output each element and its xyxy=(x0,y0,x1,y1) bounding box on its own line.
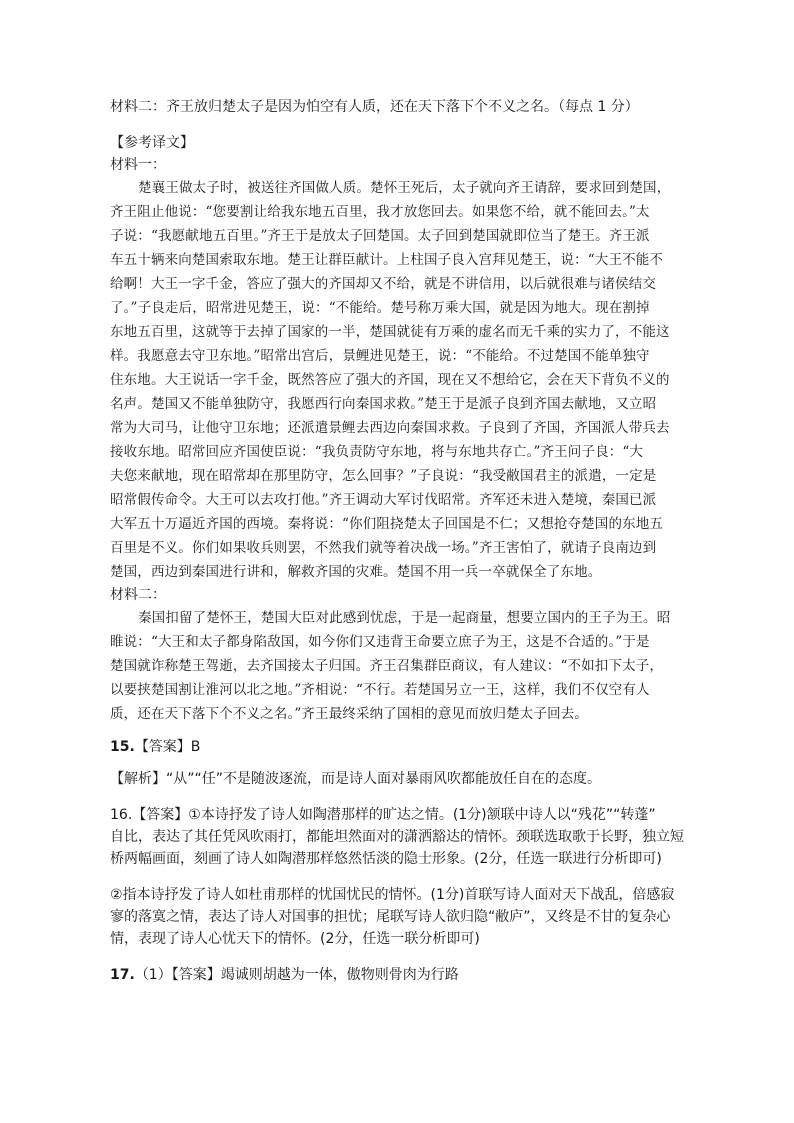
material2-line: 以要挟楚国割让淮河以北之地。”齐相说：“不行。若楚国另立一王，这样，我们不仅空有人 xyxy=(110,682,650,698)
material1-line: 住东地。大王说话一字千金，既然答应了强大的齐国，现在又不想给它，会在天下背负不义的 xyxy=(110,372,670,388)
q16-line: 桥两幅画面，刻画了诗人如陶潜那样悠然恬淡的隐士形象。(2分，任选一联进行分析即可) xyxy=(110,851,662,867)
material2-line: 质，还在天下落下个不义之名。”齐王最终采纳了国相的意见而放归楚太子回去。 xyxy=(110,706,589,722)
material1-line: 常为大司马，让他守卫东地；还派遣景鲤去西边向秦国求救。子良到了齐国，齐国派人带兵去 xyxy=(110,420,670,436)
material2-line: 睢说：“大王和太子都身陷敌国，如今你们又违背王命要立庶子为王，这是不合适的。”于是 xyxy=(110,634,650,650)
q15-answer-text: 【答案】B xyxy=(134,739,201,755)
material1-line: 百里是不义。你们如果收兵则罢，不然我们就等着决战一场。”齐王害怕了，就请子良南边到 xyxy=(110,540,657,556)
q16-line-text: 【答案】①本诗抒发了诗人如陶潜那样的旷达之情。(1分)颔联中诗人以“残花”“转蓬” xyxy=(132,807,656,823)
material2-translation xyxy=(110,606,690,726)
q16-answer xyxy=(110,804,690,950)
material1-line: 名声。楚国又不能单独防守，我愿西行向秦国求救。”楚王于是派子良到齐国去献地，又立昭 xyxy=(110,396,657,412)
material1-label: 材料一： xyxy=(110,157,166,173)
q16-line xyxy=(110,804,690,826)
material1-line: 楚襄王做太子时，被送往齐国做人质。楚怀王死后，太子就向齐王请辞，要求回到楚国， xyxy=(138,180,671,196)
material1-line: 楚国，西边到秦国进行讲和，解救齐国的灾难。楚国不用一兵一卒就保全了东地。 xyxy=(110,564,602,580)
q17-number: 17. xyxy=(110,967,135,983)
material1-line: 东地五百里，这就等于去掉了国家的一半，楚国就徒有万乘的虚名而无千乘的实力了，不能这 xyxy=(110,324,670,340)
material1-line: 接收东地。昭常回应齐国使臣说：“我负责防守东地，将与东地共存亡。”齐王问子良：“大 xyxy=(110,444,644,460)
material1-line: 给啊！大王一字千金，答应了强大的齐国却又不给，就是不讲信用，以后就很难与诸侯结交 xyxy=(110,276,656,292)
q17-answer-text: （1）【答案】竭诚则胡越为一体，傲物则骨肉为行路 xyxy=(134,967,459,983)
translation-title: 【参考译文】 xyxy=(110,135,194,151)
material1-line: 大军五十万逼近齐国的西境。秦将说：“你们阻挠楚太子回国是不仁；又想抢夺楚国的东地五 xyxy=(110,516,664,532)
material1-line: 车五十辆来向楚国索取东地。楚王让群臣献计。上柱国子良入宫拜见楚王，说：“大王不能不 xyxy=(110,252,664,268)
material1-line: 子说：“我愿献地五百里。”齐王于是放太子回楚国。太子回到楚国就即位当了楚王。齐王派 xyxy=(110,228,650,244)
material1-line: 昭常假传命令。大王可以去攻打他。”齐王调动大军讨伐昭常。齐军还未进入楚境，秦国已派 xyxy=(110,492,657,508)
q16-line: ②指本诗抒发了诗人如杜甫那样的忧国忧民的情怀。(1分)首联写诗人面对天下战乱，倍感寂 xyxy=(110,887,675,903)
material1-line: 了。”子良走后，昭常进见楚王，说：“不能给。楚号称万乘大国，就是因为地大。现在割掉 xyxy=(110,300,650,316)
material2-label: 材料二： xyxy=(110,587,166,603)
q15-number: 15. xyxy=(110,739,135,755)
q15-analysis: 【解析】“从”“任”不是随波逐流，而是诗人面对暴雨风吹都能放任自在的态度。 xyxy=(110,771,602,787)
answer-page xyxy=(110,96,690,986)
q16-number: 16. xyxy=(110,807,133,823)
q16-line: 情，表现了诗人心忧天下的情怀。(2分，任选一联分析即可) xyxy=(110,931,480,947)
material1-translation xyxy=(110,176,690,584)
material2-line: 秦国扣留了楚怀王，楚国大臣对此感到忧虑，于是一起商量，想要立国内的王子为王。昭 xyxy=(138,610,671,626)
material1-line: 齐王阻止他说：“您要割让给我东地五百里，我才放您回去。如果您不给，就不能回去。”太 xyxy=(110,204,650,220)
q16-line: 寥的落寞之情，表达了诗人对国事的担忧；尾联写诗人欲归隐“敝庐”，又终是不甘的复杂心 xyxy=(110,909,671,925)
material2-answer: 材料二：齐王放归楚太子是因为怕空有人质，还在天下落下个不义之名。（每点 1 分） xyxy=(110,99,639,115)
material1-line: 夫您来献地，现在昭常却在那里防守，怎么回事？”子良说：“我受敝国君主的派遣，一定是 xyxy=(110,468,657,484)
q17-answer xyxy=(110,964,690,986)
material2-line: 楚国就诈称楚王驾逝，去齐国接太子归国。齐王召集群臣商议，有人建议：“不如扣下太子， xyxy=(110,658,664,674)
q15-answer xyxy=(110,736,690,758)
q16-line: 自比，表达了其任凭风吹雨打，都能坦然面对的潇洒豁达的情怀。颈联选取歌于长野，独立短 xyxy=(110,829,684,845)
material1-line: 样。我愿意去守卫东地。”昭常出宫后，景鲤进见楚王，说：“不能给。不过楚国不能单独守 xyxy=(110,348,650,364)
